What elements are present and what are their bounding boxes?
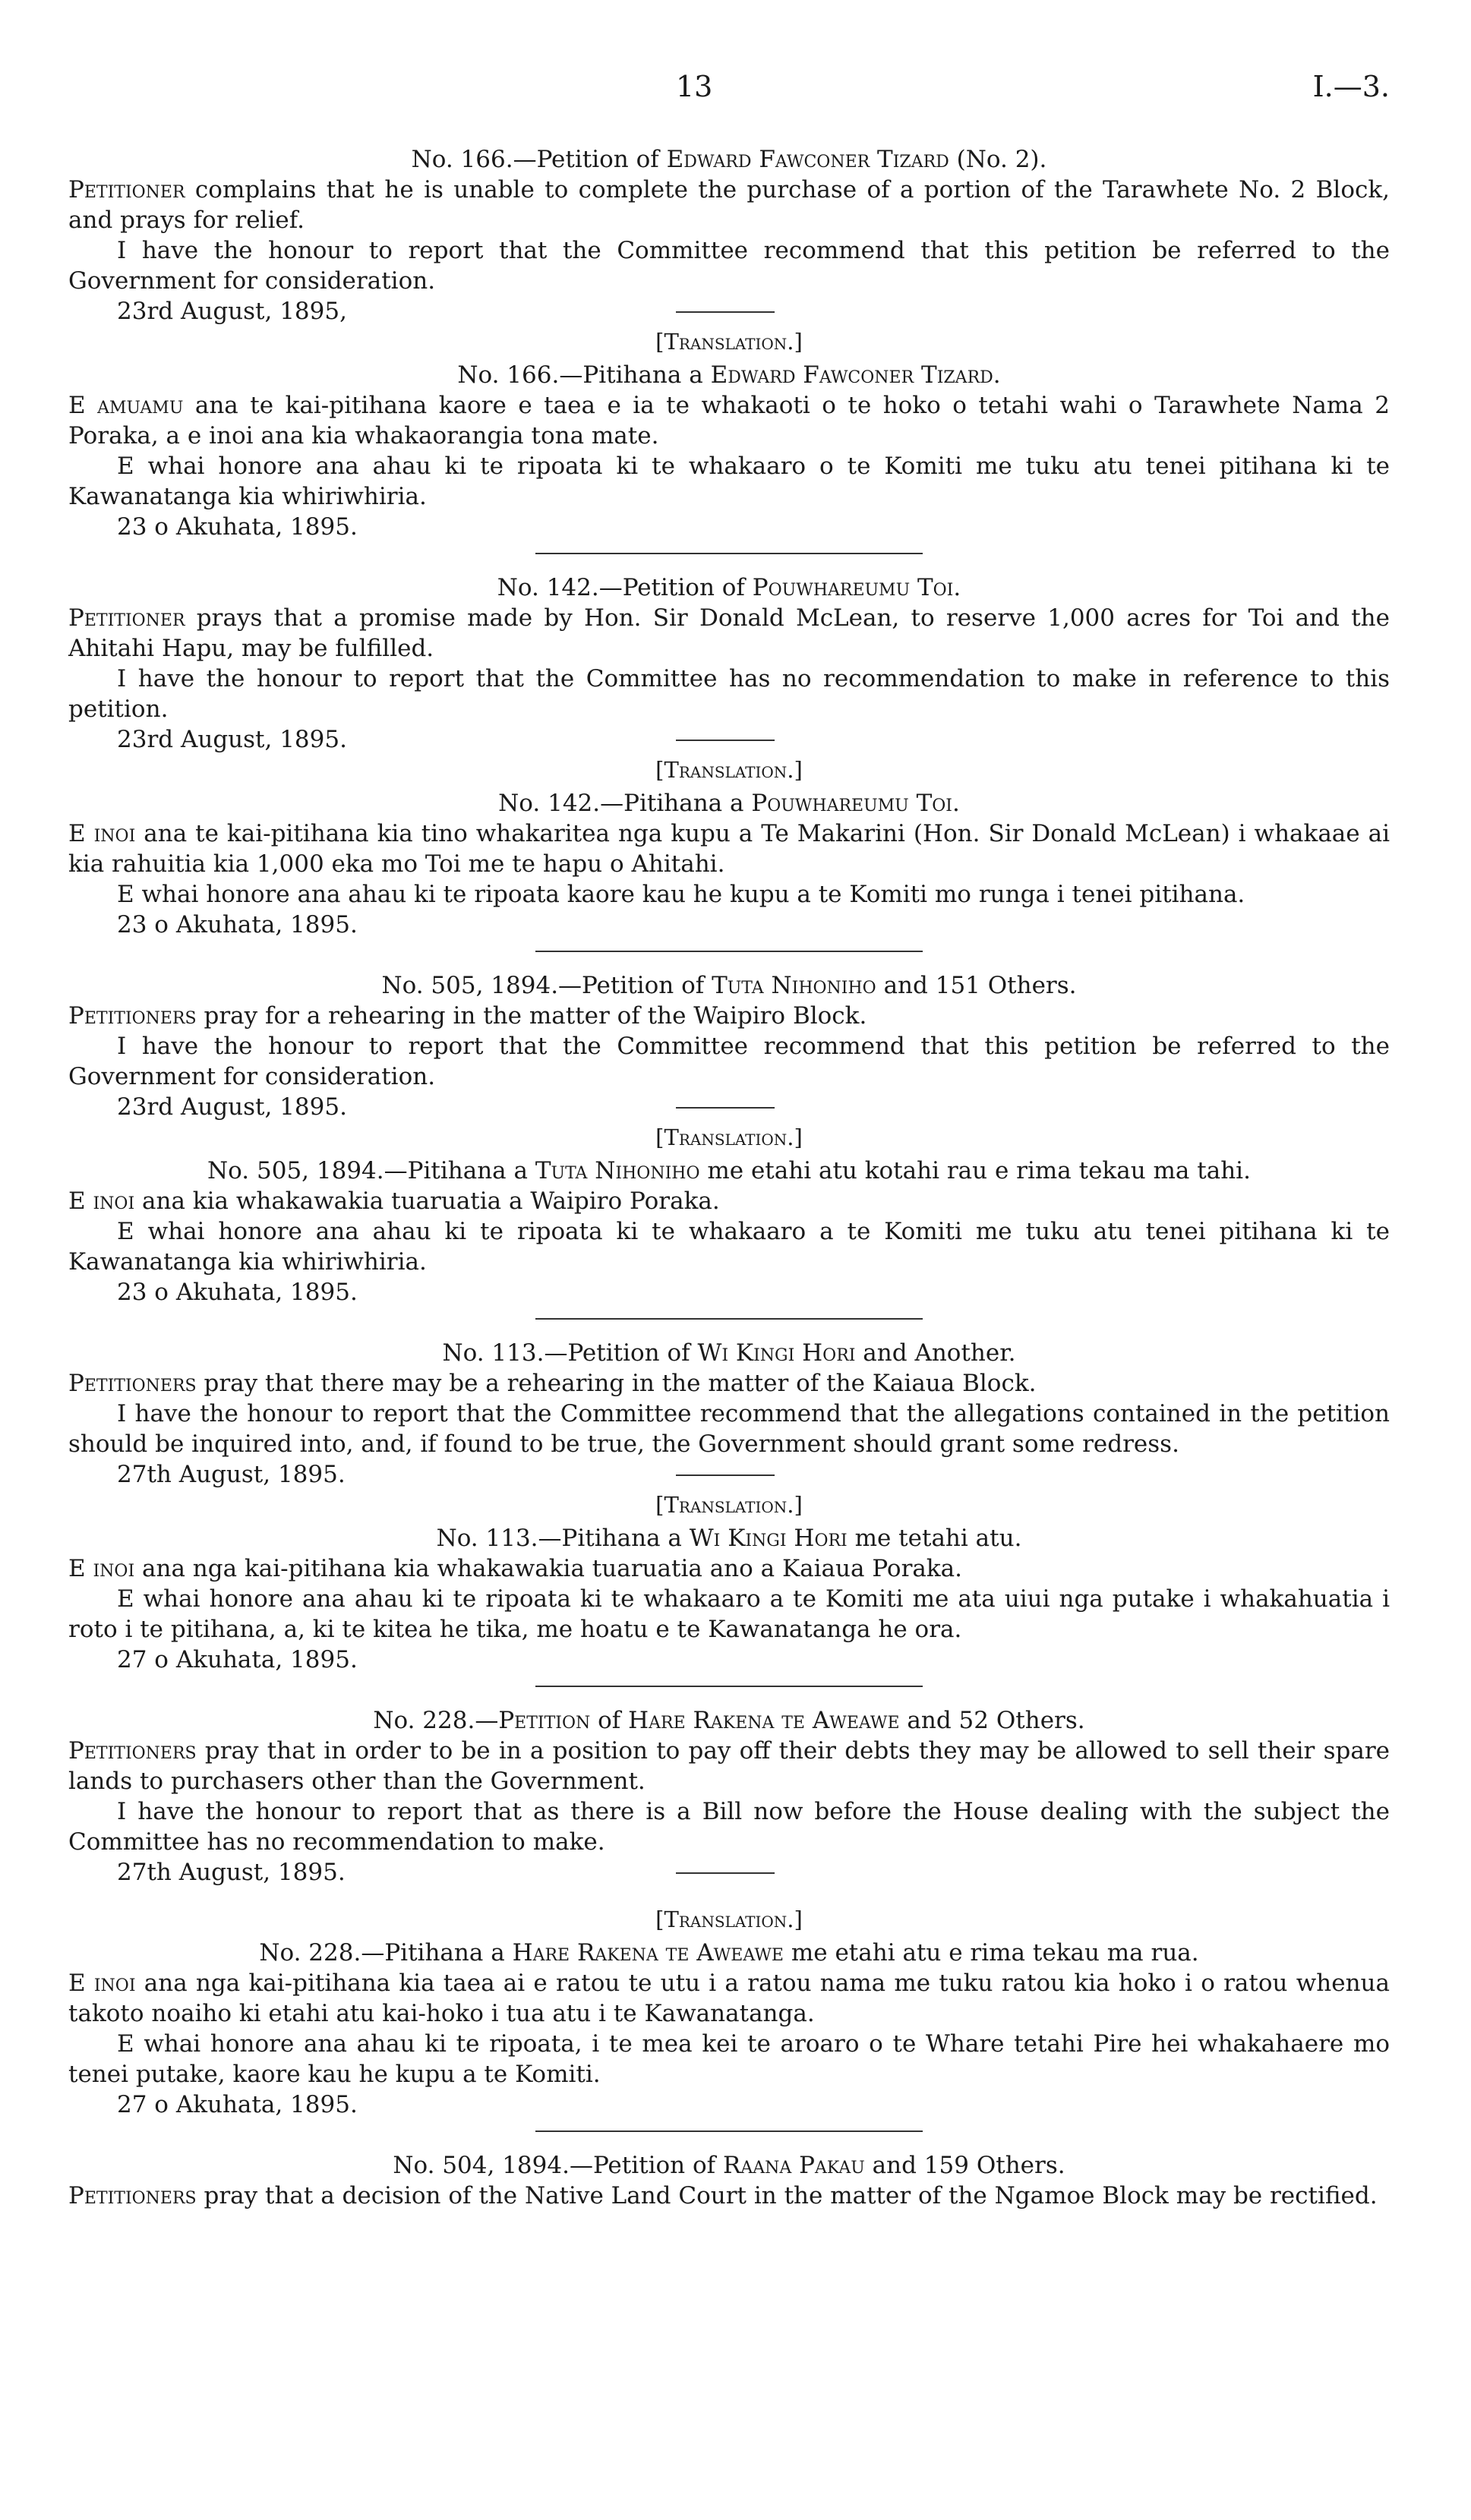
translation-report: E whai honore ana ahau ki te ripoata ki te whakaaro a te Komiti me tuku atu tenei pitihana ki te Kawanatanga kia whiriwhiria. (68, 1218, 1390, 1276)
committee-report: I have the honour to report that the Committee recommend that this petition be referred to the Government for consideration. (68, 1033, 1390, 1090)
translation-date: 27 o Akuhata, 1895. (117, 2091, 358, 2118)
translation-label: [Translation.] (655, 757, 803, 783)
report-date: 27th August, 1895. (117, 1461, 346, 1488)
translation-heading: No. 166.—Pitihana a Edward Fawconer Tizard. (457, 361, 1001, 389)
petitioner-name: Wi Kingi Hori (697, 1339, 856, 1367)
petitioner-name: Tuta Nihoniho (712, 972, 876, 999)
translation-summary: E amuamu ana te kai-pitihana kaore e taea e ia te whakaoti o te hoko o tetahi wahi o Tarawhete Nama 2 Poraka, a e inoi ana kia whakaorangia tona mate. (68, 392, 1390, 449)
report-date: 23rd August, 1895. (117, 726, 347, 753)
translation-heading: No. 228.—Pitihana a Hare Rakena te Aweawe me etahi atu e rima tekau ma rua. (259, 1939, 1199, 1966)
petitioner-name: Hare Rakena te Aweawe (628, 1707, 900, 1734)
petition-entry (68, 2150, 1390, 2211)
petition-summary: Petitioners pray that there may be a rehearing in the matter of the Kaiaua Block. (68, 1370, 1037, 1397)
petition-heading: No. 504, 1894.—Petition of Raana Pakau and 159 Others. (393, 2152, 1065, 2179)
petitioner-name: Raana Pakau (722, 2152, 865, 2179)
translation-summary: E inoi ana kia whakawakia tuaruatia a Waipiro Poraka. (68, 1187, 720, 1215)
short-divider (676, 1474, 775, 1476)
short-divider (676, 740, 775, 741)
petition-entry (68, 144, 1390, 554)
section-divider (535, 1318, 923, 1320)
short-divider (676, 1872, 775, 1874)
translation-heading: No. 505, 1894.—Pitihana a Tuta Nihoniho me etahi atu kotahi rau e rima tekau ma tahi. (207, 1157, 1251, 1184)
petition-heading: No. 142.—Petition of Pouwhareumu Toi. (497, 574, 961, 601)
translation-report: E whai honore ana ahau ki te ripoata ki te whakaaro a te Komiti me ata uiui nga putake i whakahuatia i roto i te pitihana, a, ki te kitea he tika, me hoatu e te Kawanatanga he ora. (68, 1585, 1390, 1643)
petition-entry (68, 572, 1390, 952)
translation-summary: E inoi ana nga kai-pitihana kia taea ai e ratou te utu i a ratou nama me tuku ratou kia hoko i o ratou whenua takoto noaiho ki etahi atu kai-hoko i tua atu i te Kawanatanga. (68, 1970, 1390, 2027)
translation-date: 23 o Akuhata, 1895. (117, 911, 358, 938)
page-number: 13 (676, 70, 713, 103)
petition-entry (68, 1338, 1390, 1687)
section-divider (535, 951, 923, 952)
report-date: 23rd August, 1895, (117, 298, 347, 325)
section-divider (535, 2130, 923, 2132)
translation-report: E whai honore ana ahau ki te ripoata kaore kau he kupu a te Komiti mo runga i tenei pitihana. (117, 881, 1245, 908)
page-reference: I.—3. (1312, 70, 1390, 103)
translation-heading: No. 142.—Pitihana a Pouwhareumu Toi. (498, 790, 960, 817)
short-divider (676, 1107, 775, 1109)
petition-heading: No. 113.—Petition of Wi Kingi Hori and Another. (442, 1339, 1016, 1367)
translation-report: E whai honore ana ahau ki te ripoata ki te whakaaro o te Komiti me tuku atu tenei pitihana ki te Kawanatanga kia whiriwhiria. (68, 453, 1390, 510)
petition-summary: Petitioner complains that he is unable to complete the purchase of a portion of the Tarawhete No. 2 Block, and prays for relief. (68, 176, 1390, 234)
translation-label: [Translation.] (655, 329, 803, 355)
section-divider (535, 553, 923, 554)
committee-report: I have the honour to report that as there is a Bill now before the House dealing with the subject the Committee has no recommendation to make. (68, 1798, 1390, 1856)
translation-summary: E inoi ana te kai-pitihana kia tino whakaritea nga kupu a Te Makarini (Hon. Sir Donald McLean) i whakaae ai kia rahuitia kia 1,000 eka mo Toi me te hapu o Ahitahi. (68, 820, 1390, 878)
committee-report: I have the honour to report that the Committee recommend that the allegations contained in the petition should be inquired into, and, if found to be true, the Government should grant some redress. (68, 1400, 1390, 1458)
translation-date: 23 o Akuhata, 1895. (117, 1279, 358, 1306)
petition-summary: Petitioners pray that in order to be in a position to pay off their debts they may be allowed to sell their spare lands to purchasers other than the Government. (68, 1737, 1390, 1795)
petition-heading: No. 505, 1894.—Petition of Tuta Nihoniho and 151 Others. (381, 972, 1077, 999)
petition-summary: Petitioners pray for a rehearing in the matter of the Waipiro Block. (68, 1002, 867, 1030)
translation-label: [Translation.] (655, 1492, 803, 1518)
translation-date: 27 o Akuhata, 1895. (117, 1646, 358, 1673)
petition-heading: No. 166.—Petition of Edward Fawconer Tizard (No. 2). (411, 146, 1047, 173)
petition-entry (68, 970, 1390, 1320)
report-date: 23rd August, 1895. (117, 1093, 347, 1121)
translation-label: [Translation.] (655, 1124, 803, 1150)
translation-heading: No. 113.—Pitihana a Wi Kingi Hori me tetahi atu. (436, 1525, 1022, 1552)
translation-label: [Translation.] (655, 1907, 803, 1932)
translation-summary: E inoi ana nga kai-pitihana kia whakawakia tuaruatia ano a Kaiaua Poraka. (68, 1555, 963, 1582)
petition-heading: No. 228.—Petition of Hare Rakena te Aweawe and 52 Others. (373, 1707, 1085, 1734)
translation-report: E whai honore ana ahau ki te ripoata, i te mea kei te aroaro o te Whare tetahi Pire hei whakahaere mo tenei putake, kaore kau he kupu a te Komiti. (68, 2030, 1390, 2088)
short-divider (676, 311, 775, 313)
translation-date: 23 o Akuhata, 1895. (117, 513, 358, 541)
committee-report: I have the honour to report that the Committee has no recommendation to make in reference to this petition. (68, 665, 1390, 723)
petition-summary: Petitioner prays that a promise made by Hon. Sir Donald McLean, to reserve 1,000 acres for Toi and the Ahitahi Hapu, may be fulfilled. (68, 604, 1390, 662)
page-header (68, 70, 1390, 115)
petition-entry (68, 1705, 1390, 2132)
section-divider (535, 1686, 923, 1687)
committee-report: I have the honour to report that the Committee recommend that this petition be referred to the Government for consideration. (68, 237, 1390, 295)
petition-summary: Petitioners pray that a decision of the Native Land Court in the matter of the Ngamoe Block may be rectified. (68, 2182, 1378, 2209)
report-date: 27th August, 1895. (117, 1859, 346, 1886)
petitioner-name: Pouwhareumu Toi (752, 574, 954, 601)
petitioner-name: Edward Fawconer Tizard (666, 146, 949, 173)
document-body (68, 144, 1390, 2211)
